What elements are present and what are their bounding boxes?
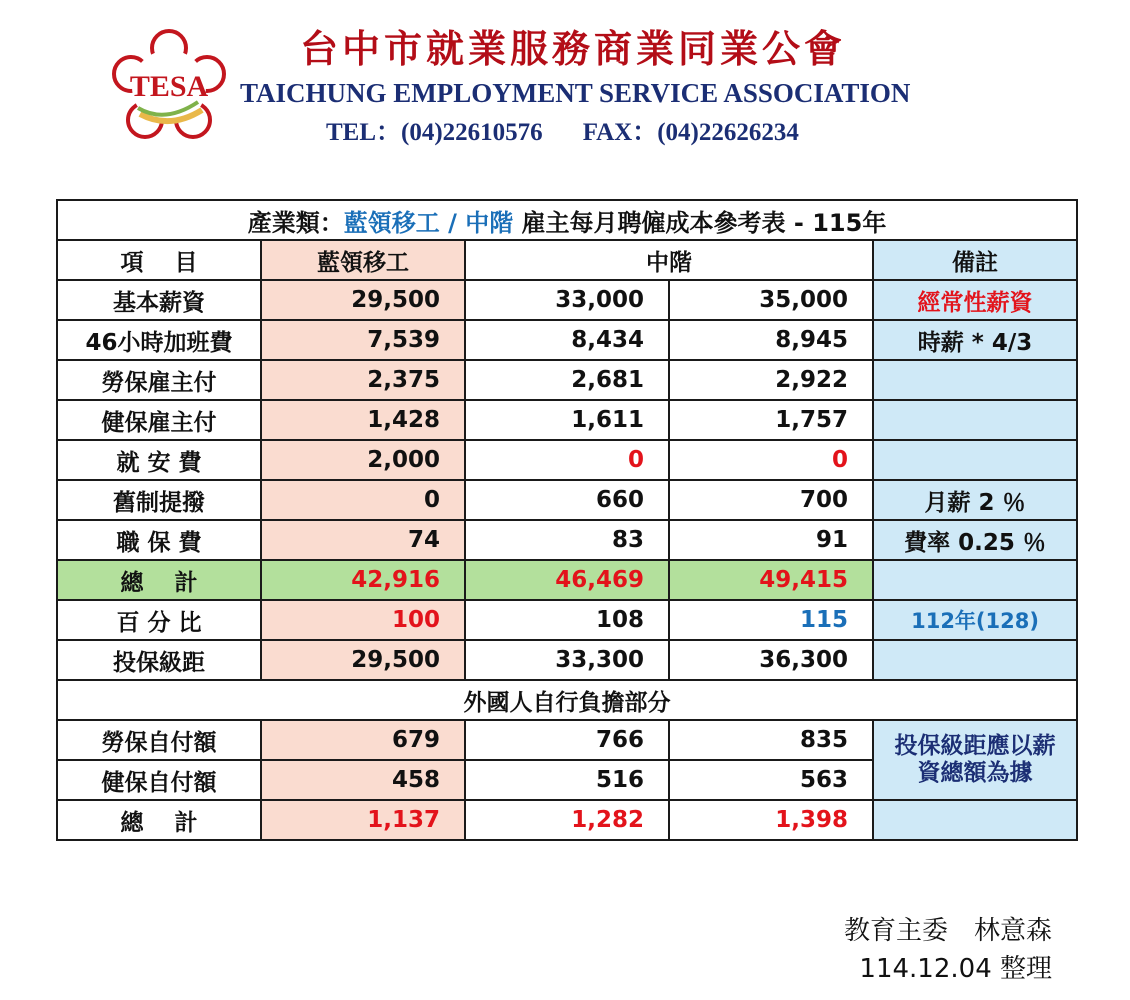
header-mid-level: 中階: [465, 240, 873, 280]
table-cell: 2,922: [669, 360, 873, 400]
table-cell: 74: [261, 520, 465, 560]
note-cell: 經常性薪資: [873, 280, 1077, 320]
table-cell: 49,415: [669, 560, 873, 600]
note-cell: 費率 0.25 ％: [873, 520, 1077, 560]
percent-row: [57, 600, 1077, 640]
table-row: [57, 280, 1077, 320]
table-row: [57, 320, 1077, 360]
table-cell: 1,428: [261, 400, 465, 440]
table-cell: 83: [465, 520, 669, 560]
note-cell: [873, 400, 1077, 440]
table-cell: 8,945: [669, 320, 873, 360]
total-row: [57, 560, 1077, 600]
table-cell: 0: [261, 480, 465, 520]
table-cell: 健保雇主付: [57, 400, 261, 440]
table-row: [57, 440, 1077, 480]
table-cell: 46,469: [465, 560, 669, 600]
table-cell: 1,137: [261, 800, 465, 840]
tesa-logo: [110, 28, 228, 146]
note-cell: [873, 440, 1077, 480]
table-cell: 投保級距: [57, 640, 261, 680]
table-cell: 勞保雇主付: [57, 360, 261, 400]
note-cell: 月薪 2 ％: [873, 480, 1077, 520]
table-cell: 46小時加班費: [57, 320, 261, 360]
table-cell: 2,000: [261, 440, 465, 480]
table-row: [57, 520, 1077, 560]
table-cell: 679: [261, 720, 465, 760]
header-item: 項 目: [57, 240, 261, 280]
table-cell: 0: [669, 440, 873, 480]
table-cell: 700: [669, 480, 873, 520]
table-row: [57, 720, 1077, 760]
table-title-row: [57, 200, 1077, 240]
table-cell: 42,916: [261, 560, 465, 600]
table-cell: 35,000: [669, 280, 873, 320]
org-name-zh: 台中市就業服務商業同業公會: [300, 26, 847, 71]
table-cell: 健保自付額: [57, 760, 261, 800]
contact-info: [326, 112, 799, 148]
table-cell: 91: [669, 520, 873, 560]
table-cell: 職 保 費: [57, 520, 261, 560]
table-cell: 總 計: [57, 560, 261, 600]
table-row: [57, 400, 1077, 440]
header-blue-collar: 藍領移工: [261, 240, 465, 280]
section-row: [57, 680, 1077, 720]
table-cell: 總 計: [57, 800, 261, 840]
signature-date: 114.12.04 整理: [859, 954, 1052, 984]
note-cell: [873, 560, 1077, 600]
header-row: [57, 240, 1077, 280]
table-cell: 108: [465, 600, 669, 640]
table-cell: 勞保自付額: [57, 720, 261, 760]
insured-row: [57, 640, 1077, 680]
table-cell: 8,434: [465, 320, 669, 360]
signature-author: 教育主委 林意森: [843, 916, 1052, 946]
table-cell: 2,375: [261, 360, 465, 400]
table-cell: 舊制提撥: [57, 480, 261, 520]
table-cell: 就 安 費: [57, 440, 261, 480]
table-cell: 766: [465, 720, 669, 760]
table-row: [57, 360, 1077, 400]
table-cell: 29,500: [261, 280, 465, 320]
note-cell: [873, 800, 1077, 840]
table-cell: 1,282: [465, 800, 669, 840]
table-cell: 1,757: [669, 400, 873, 440]
table-cell: 458: [261, 760, 465, 800]
fax-number: FAX：(04)22626234: [582, 119, 799, 146]
table-cell: 660: [465, 480, 669, 520]
note-cell: 112年(128): [873, 600, 1077, 640]
svg-text:TESA: TESA: [129, 70, 209, 103]
table-cell: 563: [669, 760, 873, 800]
note-cell: [873, 640, 1077, 680]
self-total-row: [57, 800, 1077, 840]
table-cell: 1,398: [669, 800, 873, 840]
table-cell: 835: [669, 720, 873, 760]
table-cell: 36,300: [669, 640, 873, 680]
note-cell: 時薪 * 4/3: [873, 320, 1077, 360]
table-cell: 29,500: [261, 640, 465, 680]
table-cell: 115: [669, 600, 873, 640]
self-note: 投保級距應以薪資總額為據: [873, 720, 1077, 800]
section-title: 外國人自行負擔部分: [57, 680, 1077, 720]
table-cell: 0: [465, 440, 669, 480]
table-cell: 33,000: [465, 280, 669, 320]
org-name-en: TAICHUNG EMPLOYMENT SERVICE ASSOCIATION: [240, 78, 911, 108]
letterhead: [0, 0, 1130, 170]
table-row: [57, 480, 1077, 520]
table-cell: 2,681: [465, 360, 669, 400]
table-cell: 100: [261, 600, 465, 640]
cost-table: [56, 199, 1078, 841]
header-note: 備註: [873, 240, 1077, 280]
table-cell: 33,300: [465, 640, 669, 680]
table-title: 產業類：藍領移工 / 中階 雇主每月聘僱成本參考表 - 115年: [57, 200, 1077, 240]
table-cell: 516: [465, 760, 669, 800]
table-cell: 基本薪資: [57, 280, 261, 320]
table-cell: 1,611: [465, 400, 669, 440]
tel-number: TEL：(04)22610576: [326, 119, 543, 146]
table-cell: 7,539: [261, 320, 465, 360]
signature-block: [844, 912, 1052, 988]
table-cell: 百 分 比: [57, 600, 261, 640]
note-cell: [873, 360, 1077, 400]
